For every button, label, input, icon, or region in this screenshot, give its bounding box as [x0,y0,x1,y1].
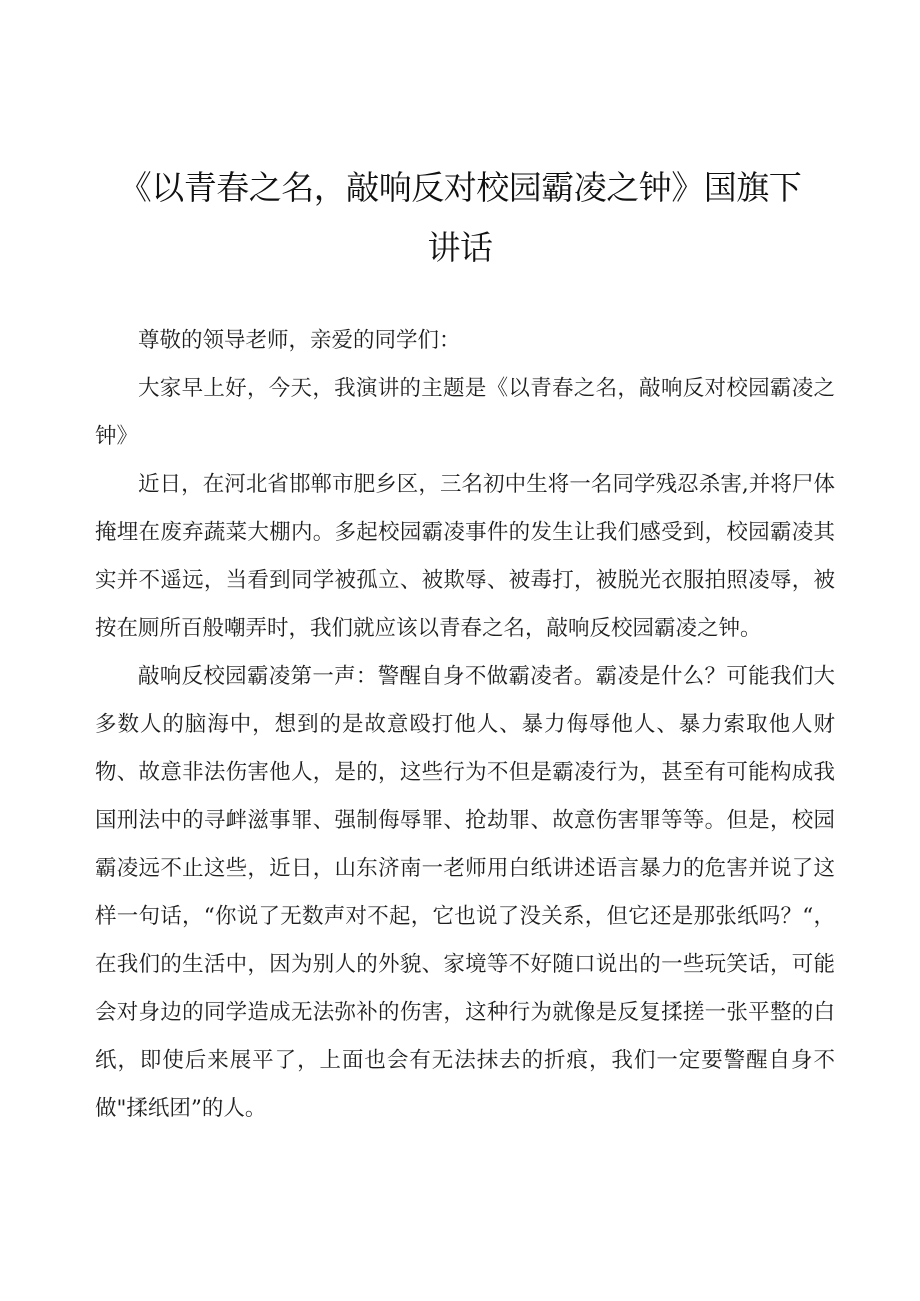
first-point-paragraph: 敲响反校园霸凌第一声：警醒自身不做霸凌者。霸凌是什么？可能我们大多数人的脑海中，想到的是故意殴打他人、暴力侮辱他人、暴力索取他人财物、故意非法伤害他人，是的，这些行为不但是霸凌行为，甚至有可能构成我国刑法中的寻衅滋事罪、强制侮辱罪、抢劫罪、故意伤害罪等等。但是，校园霸凌远不止这些，近日，山东济南一老师用白纸讲述语言暴力的危害并说了这样一句话，“你说了无数声对不起，它也说了没关系，但它还是那张纸吗？“，在我们的生活中，因为别人的外貌、家境等不好随口说出的一些玩笑话，可能会对身边的同学造成无法弥补的伤害，这种行为就像是反复揉搓一张平整的白纸，即使后来展平了，上面也会有无法抹去的折痕，我们一定要警醒自身不做"揉纸团”的人。 [95,664,835,1121]
incident-paragraph: 近日，在河北省邯郸市肥乡区，三名初中生将一名同学残忍杀害,并将尸体掩埋在废弃蔬菜大棚内。多起校园霸凌事件的发生让我们感受到，校园霸凌其实并不遥远，当看到同学被孤立、被欺辱、被毒打，被脱光衣服拍照凌辱，被按在厕所百般嘲弄时，我们就应该以青春之名，敲响反校园霸凌之钟。 [95,472,835,641]
document-body [95,317,835,1133]
title-line-1: 《以青春之名，敲响反对校园霸凌之钟》国旗下 [118,168,802,207]
greeting-paragraph: 大家早上好，今天，我演讲的主题是《以青春之名，敲响反对校园霸凌之钟》 [95,376,835,449]
title-line-2: 讲话 [427,228,493,267]
document-title [95,158,825,278]
salutation-paragraph: 尊敬的领导老师，亲爱的同学们： [138,328,461,353]
